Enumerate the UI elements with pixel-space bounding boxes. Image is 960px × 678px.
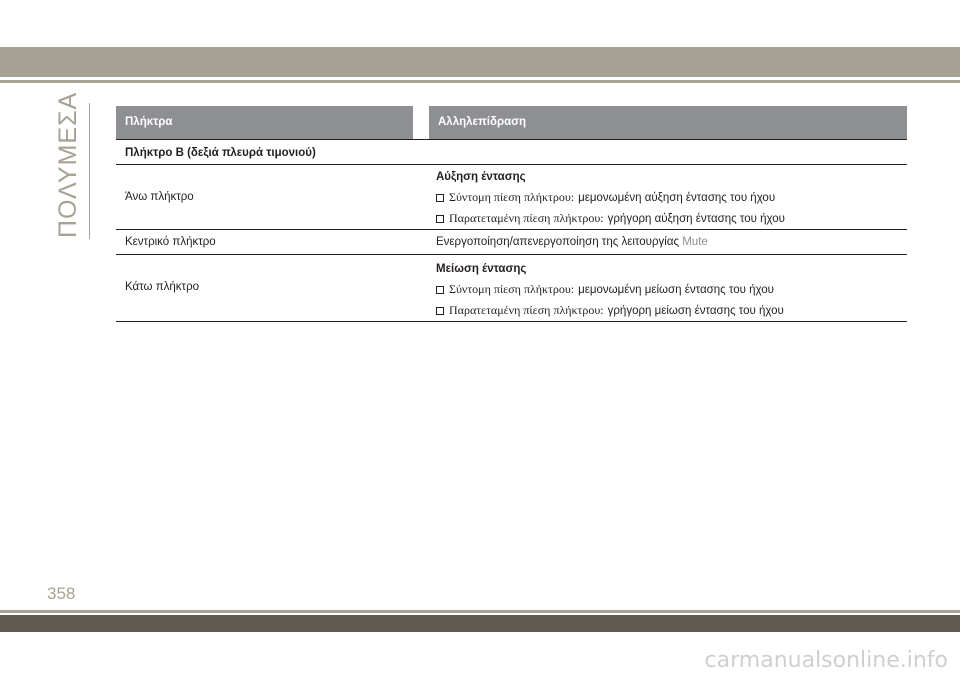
volume-down-title: Μείωση έντασης: [436, 263, 527, 275]
section-row: [116, 139, 907, 165]
press-type: Παρατεταμένη πίεση πλήκτρου:: [449, 211, 604, 225]
watermark: carmanualsonline.info: [704, 648, 948, 673]
volume-up-title: Αύξηση έντασης: [436, 171, 526, 183]
page-number: 358: [47, 584, 76, 603]
key-center: Κεντρικό πλήκτρο: [125, 236, 216, 248]
bullet-line: [436, 303, 784, 318]
key-down: Κάτω πλήκτρο: [125, 281, 200, 293]
press-type: Σύντομη πίεση πλήκτρου:: [449, 282, 575, 296]
press-type: Σύντομη πίεση πλήκτρου:: [449, 190, 575, 204]
press-effect: γρήγορη αύξηση έντασης του ήχου: [607, 212, 785, 225]
mute-text: Ενεργοποίηση/απενεργοποίηση της λειτουργίας: [436, 236, 680, 248]
bullet-line: [436, 282, 784, 297]
header-keys: Πλήκτρα: [116, 106, 413, 139]
table-row-center: [116, 230, 907, 255]
bullet-line: [436, 211, 785, 226]
top-rule: [0, 80, 960, 83]
controls-table: [116, 106, 907, 322]
checkbox-bullet-icon: [436, 194, 444, 202]
section-title: ΠΟΛΥΜΕΣΑ: [54, 91, 82, 238]
press-type: Παρατεταμένη πίεση πλήκτρου:: [449, 303, 604, 317]
press-effect: μεμονωμένη αύξηση έντασης του ήχου: [578, 191, 776, 204]
bottom-band: [0, 615, 960, 632]
mute-label: Mute: [682, 236, 708, 248]
mute-description: [436, 236, 708, 248]
bottom-rule: [0, 610, 960, 613]
section-label: Πλήκτρο B (δεξιά πλευρά τιμονιού): [125, 147, 316, 159]
press-effect: γρήγορη μείωση έντασης του ήχου: [607, 304, 784, 317]
section-title-rule: [89, 103, 90, 239]
checkbox-bullet-icon: [436, 215, 444, 223]
header-interaction: Αλληλεπίδραση: [429, 106, 907, 139]
table-row-down: [116, 255, 907, 322]
key-up: Άνω πλήκτρο: [125, 191, 194, 203]
checkbox-bullet-icon: [436, 286, 444, 294]
bullet-line: [436, 190, 785, 205]
table-header: [116, 106, 907, 139]
press-effect: μεμονωμένη μείωση έντασης του ήχου: [578, 283, 774, 296]
top-band: [0, 47, 960, 77]
table-row-up: [116, 165, 907, 230]
checkbox-bullet-icon: [436, 307, 444, 315]
